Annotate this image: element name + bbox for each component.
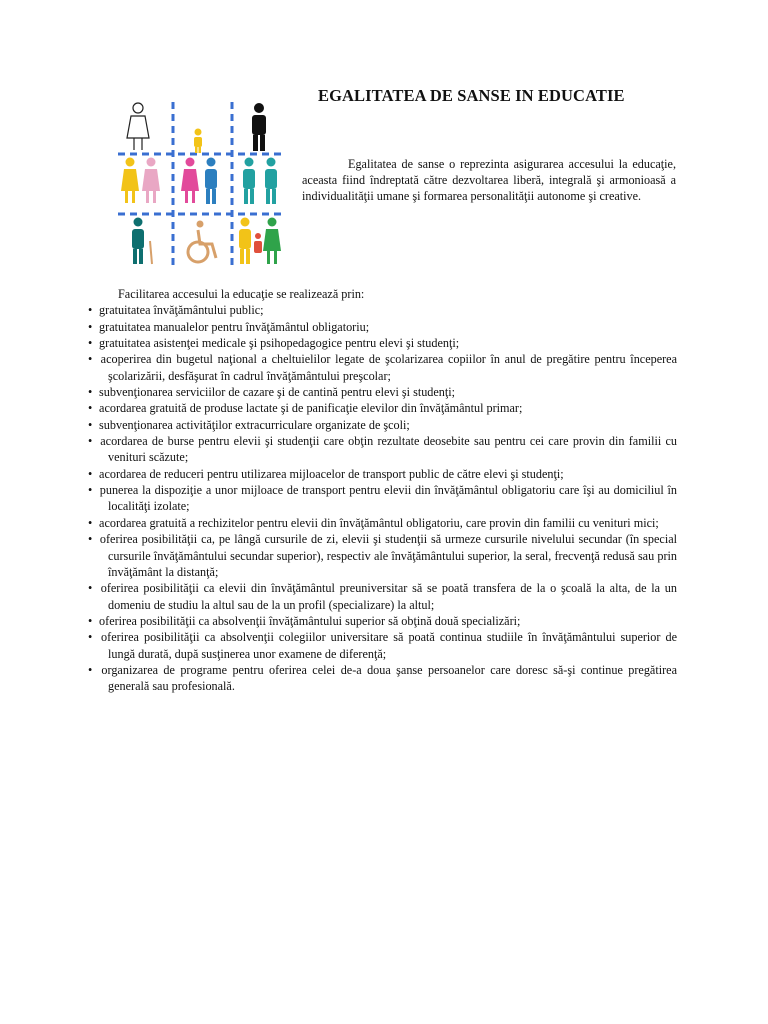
wheelchair-icon (188, 221, 216, 263)
bullet-icon: • (88, 401, 93, 416)
woman-icon (127, 103, 149, 150)
man-icon (252, 103, 266, 151)
list-item-text: acordarea gratuită a rechizitelor pentru elevii din învăţământul obligatoriu, care provin din familii cu venituri mici; (96, 515, 659, 530)
list-item-text: acordarea de burse pentru elevii şi studenţii care obţin rezultate deosebite sau pentru cei care provin din familii cu venituri scăzute; (96, 434, 677, 465)
list-item (88, 531, 677, 580)
bullet-icon: • (88, 662, 93, 677)
list-item (88, 417, 677, 433)
bullet-icon: • (88, 417, 93, 432)
measures-list (88, 302, 677, 694)
bullet-icon: • (88, 466, 93, 481)
bullet-icon: • (88, 336, 93, 351)
list-item (88, 400, 677, 416)
bullet-icon: • (88, 319, 93, 334)
list-item-text: gratuitatea învăţământului public; (96, 303, 264, 318)
list-item-text: gratuitatea manualelor pentru învăţământul obligatoriu; (96, 319, 370, 334)
list-item-text: acordarea de reduceri pentru utilizarea mijloacelor de transport public de către elevi şi studenţi; (96, 466, 564, 481)
list-item-text: acoperirea din bugetul naţional a cheltuielilor legate de şcolarizarea copiilor în anul de pregătire pentru începerea şcolarizării, desfăşurat în cadrul învăţământului preşcolar; (96, 352, 677, 383)
list-item (88, 662, 677, 695)
list-item (88, 482, 677, 515)
bullet-icon: • (88, 352, 93, 367)
bullet-icon: • (88, 613, 93, 628)
bullet-icon: • (88, 303, 93, 318)
list-item-text: gratuitatea asistenţei medicale şi psihopedagogice pentru elevi şi studenţi; (96, 336, 460, 351)
two-men-icon (243, 158, 277, 205)
list-item-text: subvenţionarea serviciilor de cazare şi de cantină pentru elevi şi studenţi; (96, 385, 456, 400)
list-item (88, 580, 677, 613)
elderly-person-icon (132, 218, 152, 265)
list-item-text: organizarea de programe pentru oferirea celei de-a doua şanse persoanelor care doresc să-şi continue pregătirea generală sau profesională. (96, 662, 677, 694)
bullet-icon: • (88, 385, 93, 400)
measures-section (88, 286, 677, 695)
list-item (88, 351, 677, 384)
page-title: EGALITATEA DE SANSE IN EDUCATIE (318, 86, 625, 105)
list-item-text: oferirea posibilităţii ca, pe lângă cursurile de zi, elevii şi studenţii să urmeze cursurile nivelului secundar (în special cursurile învăţământului secundar superior), respectiv ale învăţământului superior, la seral, frecvenţă redusă sau prin învăţământ la distanţă; (96, 532, 677, 579)
equal-opportunity-figure (112, 96, 292, 274)
bullet-icon: • (88, 581, 93, 596)
list-item-text: punerea la dispoziţie a unor mijloace de transport pentru elevii din învăţământul obligatoriu care îşi au domiciliul în localităţi izolate; (96, 483, 677, 514)
measures-lead: Facilitarea accesului la educaţie se realizează prin: (118, 287, 365, 301)
list-item (88, 613, 677, 629)
list-item-text: acordarea gratuită de produse lactate şi de panificaţie elevilor din învăţământul primar; (96, 401, 523, 416)
list-item (88, 302, 677, 318)
bullet-icon: • (88, 532, 93, 547)
intro-paragraph: Egalitatea de sanse o reprezinta asigurarea accesului la educaţie, aceasta fiind îndreptată către dezvoltarea liberă, integrală şi armonioasă a individualităţii umane şi formarea personalităţii autonome şi creative. (302, 157, 676, 204)
list-item (88, 433, 677, 466)
bullet-icon: • (88, 515, 93, 530)
child-icon (194, 129, 202, 154)
list-item-text: oferirea posibilităţii ca absolvenţii învăţământului superior să obţină două specializări; (96, 613, 521, 628)
list-item (88, 466, 677, 482)
list-item-text: oferirea posibilităţii ca elevii din învăţământul preuniversitar să se poată transfera de la o şcoală la alta, de la un domeniu de studiu la altul sau de la un profil (specializare) la altul; (96, 581, 677, 612)
list-item-text: subvenţionarea activităţilor extracurriculare organizate de şcoli; (96, 417, 410, 432)
list-item-text: oferirea posibilităţii ca absolvenţii colegiilor universitare să poată continua studiile în învăţământului superior de lungă durată, după susţinerea unor examene de diferenţă; (96, 630, 677, 661)
list-item (88, 629, 677, 662)
bullet-icon: • (88, 434, 93, 449)
bullet-icon: • (88, 630, 93, 645)
list-item (88, 384, 677, 400)
family-icon (239, 218, 281, 265)
couple-icon (181, 158, 217, 205)
list-item (88, 319, 677, 335)
list-item (88, 515, 677, 531)
two-women-icon (121, 158, 160, 204)
list-item (88, 335, 677, 351)
bullet-icon: • (88, 483, 93, 498)
